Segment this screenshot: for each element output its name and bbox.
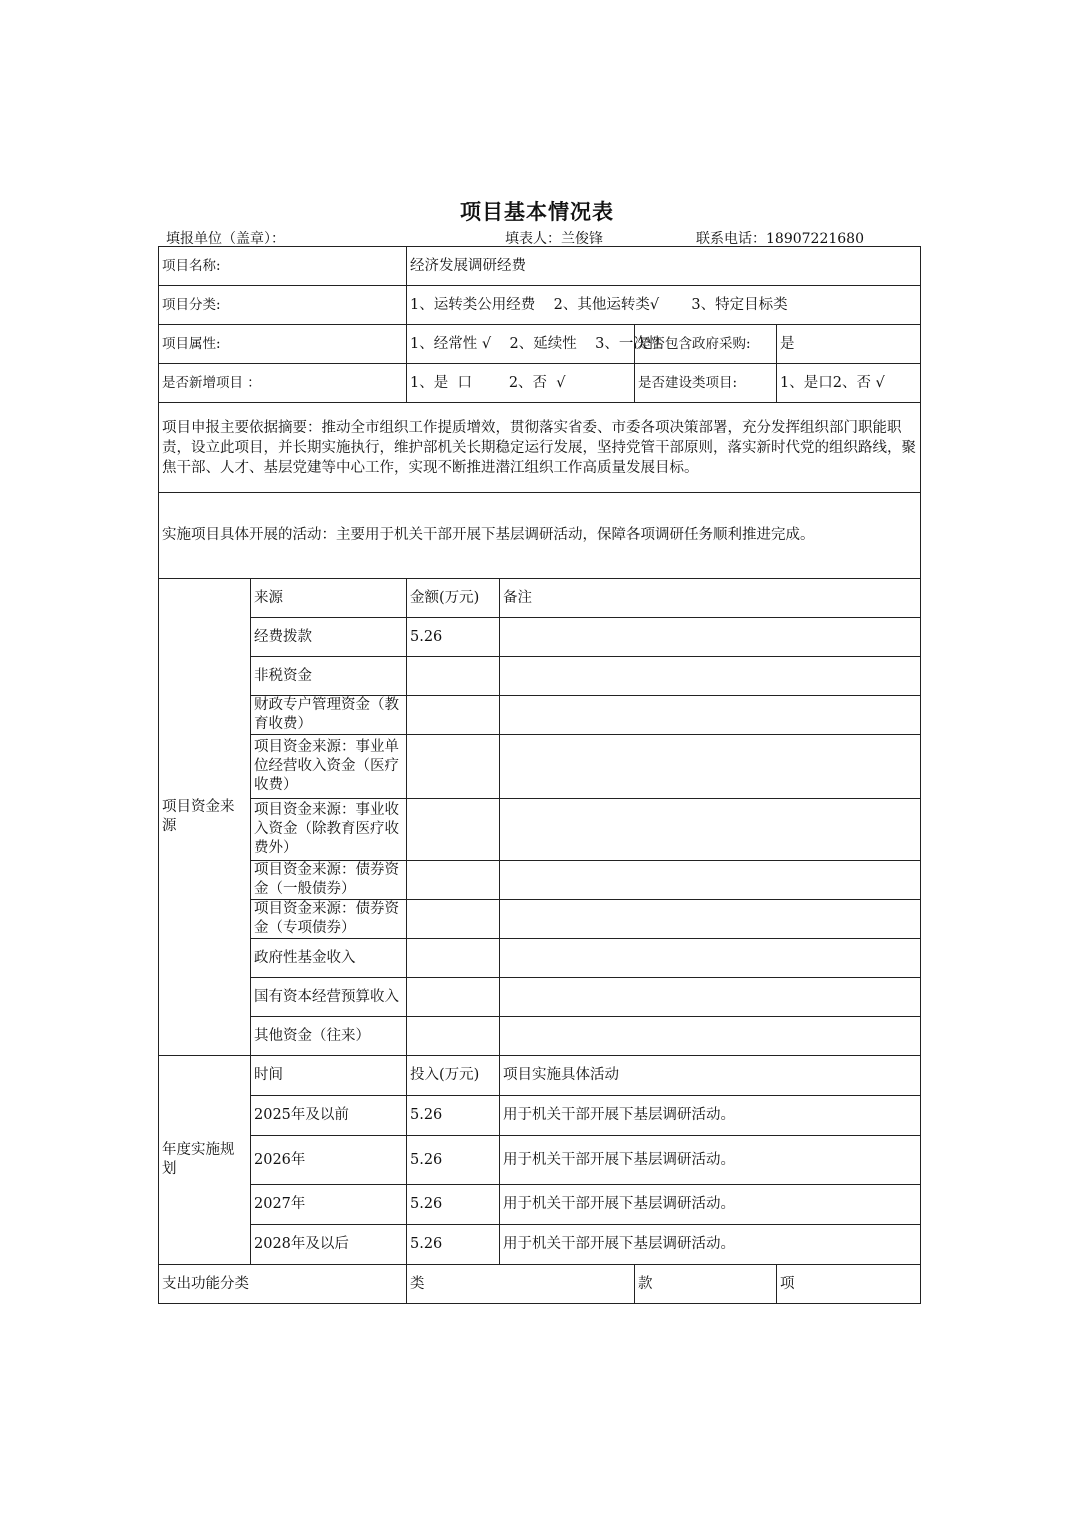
- funding-row: [159, 1017, 921, 1056]
- row-project-category: [159, 286, 921, 325]
- basis-text: 项目申报主要依据摘要：推动全市组织工作提质增效，贯彻落实省委、市委各项决策部署，充分发挥组织部门职能职责，设立此项目，并长期实施执行，维护部机关长期稳定运行发展，坚持党管干部原则，落实新时代党的组织路线，聚焦干部、人才、基层党建等中心工作，实现不断推进潜江组织工作高质量发展目标。: [159, 403, 921, 493]
- plan-header-time: 时间: [251, 1056, 407, 1096]
- funding-row: [159, 657, 921, 696]
- plan-row: [159, 1136, 921, 1185]
- funding-note: [500, 618, 921, 657]
- funding-amount: [407, 1017, 500, 1056]
- plan-amount: 5.26: [407, 1096, 500, 1136]
- funding-row: [159, 696, 921, 735]
- plan-activity: 用于机关干部开展下基层调研活动。: [500, 1136, 921, 1185]
- funding-amount: [407, 657, 500, 696]
- funding-header-row: [159, 579, 921, 618]
- project-new-value: 1、是 口 2、否 √: [407, 364, 635, 403]
- unit-label: 填报单位（盖章）：: [166, 231, 285, 247]
- plan-activity: 用于机关干部开展下基层调研活动。: [500, 1185, 921, 1225]
- funding-source: 项目资金来源：债券资金（专项债券）: [251, 900, 407, 939]
- funding-section-label: 项目资金来源: [159, 579, 251, 1056]
- funding-source: 政府性基金收入: [251, 939, 407, 978]
- funding-note: [500, 657, 921, 696]
- plan-activity: 用于机关干部开展下基层调研活动。: [500, 1096, 921, 1136]
- plan-header-activity: 项目实施具体活动: [500, 1056, 921, 1096]
- row-basis: [159, 403, 921, 493]
- filler-label: 填表人：兰俊锋: [505, 231, 603, 247]
- funding-source: 国有资本经营预算收入: [251, 978, 407, 1017]
- funding-amount: [407, 861, 500, 900]
- row-project-name: [159, 247, 921, 286]
- funding-header-note: 备注: [500, 579, 921, 618]
- funding-amount: [407, 799, 500, 861]
- plan-header-amount: 投入(万元): [407, 1056, 500, 1096]
- plan-amount: 5.26: [407, 1136, 500, 1185]
- project-new-label: 是否新增项目 ：: [159, 364, 407, 403]
- funding-note: [500, 735, 921, 799]
- row-activity: [159, 493, 921, 579]
- project-name-value: 经济发展调研经费: [407, 247, 921, 286]
- funding-amount: [407, 900, 500, 939]
- page-title: 项目基本情况表: [460, 199, 614, 224]
- funding-source: 财政专户管理资金（教育收费）: [251, 696, 407, 735]
- expense-item-label: 项: [777, 1265, 921, 1304]
- funding-header-source: 来源: [251, 579, 407, 618]
- funding-amount: [407, 735, 500, 799]
- expense-label: 支出功能分类: [159, 1265, 407, 1304]
- activity-text: 实施项目具体开展的活动：主要用于机关干部开展下基层调研活动，保障各项调研任务顺利推进完成。: [159, 493, 921, 579]
- plan-section-label: 年度实施规划: [159, 1056, 251, 1265]
- row-project-attr: [159, 325, 921, 364]
- funding-row: [159, 735, 921, 799]
- plan-header-row: [159, 1056, 921, 1096]
- funding-source: 项目资金来源：事业单位经营收入资金（医疗收费）: [251, 735, 407, 799]
- funding-amount: 5.26: [407, 618, 500, 657]
- project-category-value: 1、运转类公用经费 2、其他运转类√ 3、特定目标类: [407, 286, 921, 325]
- procure-label: 是否包含政府采购:: [635, 325, 777, 364]
- funding-note: [500, 799, 921, 861]
- row-project-new: [159, 364, 921, 403]
- project-attr-value: 1、经常性 √ 2、延续性 3、一次性: [407, 325, 635, 364]
- funding-row: [159, 799, 921, 861]
- funding-note: [500, 696, 921, 735]
- expense-class-label: 类: [407, 1265, 635, 1304]
- funding-source: 项目资金来源：债券资金（一般债券）: [251, 861, 407, 900]
- project-name-label: 项目名称:: [159, 247, 407, 286]
- funding-note: [500, 939, 921, 978]
- plan-time: 2026年: [251, 1136, 407, 1185]
- funding-row: [159, 939, 921, 978]
- phone-label: 联系电话：18907221680: [696, 231, 864, 247]
- funding-amount: [407, 696, 500, 735]
- project-category-label: 项目分类:: [159, 286, 407, 325]
- funding-row: [159, 861, 921, 900]
- funding-source: 经费拨款: [251, 618, 407, 657]
- expense-section-label: 款: [635, 1265, 777, 1304]
- plan-time: 2028年及以后: [251, 1225, 407, 1265]
- funding-note: [500, 1017, 921, 1056]
- plan-amount: 5.26: [407, 1225, 500, 1265]
- plan-amount: 5.26: [407, 1185, 500, 1225]
- funding-amount: [407, 978, 500, 1017]
- funding-note: [500, 978, 921, 1017]
- plan-time: 2025年及以前: [251, 1096, 407, 1136]
- procure-value: 是: [777, 325, 921, 364]
- funding-note: [500, 861, 921, 900]
- build-value: 1、是口2、否 √: [777, 364, 921, 403]
- plan-row: [159, 1225, 921, 1265]
- build-label: 是否建设类项目:: [635, 364, 777, 403]
- plan-time: 2027年: [251, 1185, 407, 1225]
- plan-row: [159, 1096, 921, 1136]
- funding-source: 非税资金: [251, 657, 407, 696]
- funding-row: [159, 618, 921, 657]
- project-attr-label: 项目属性:: [159, 325, 407, 364]
- expense-row: [159, 1265, 921, 1304]
- funding-note: [500, 900, 921, 939]
- funding-row: [159, 978, 921, 1017]
- plan-activity: 用于机关干部开展下基层调研活动。: [500, 1225, 921, 1265]
- funding-amount: [407, 939, 500, 978]
- funding-row: [159, 900, 921, 939]
- project-form-table: [158, 246, 921, 1304]
- funding-source: 项目资金来源：事业收入资金（除教育医疗收费外）: [251, 799, 407, 861]
- funding-header-amount: 金额(万元): [407, 579, 500, 618]
- funding-source: 其他资金（往来）: [251, 1017, 407, 1056]
- plan-row: [159, 1185, 921, 1225]
